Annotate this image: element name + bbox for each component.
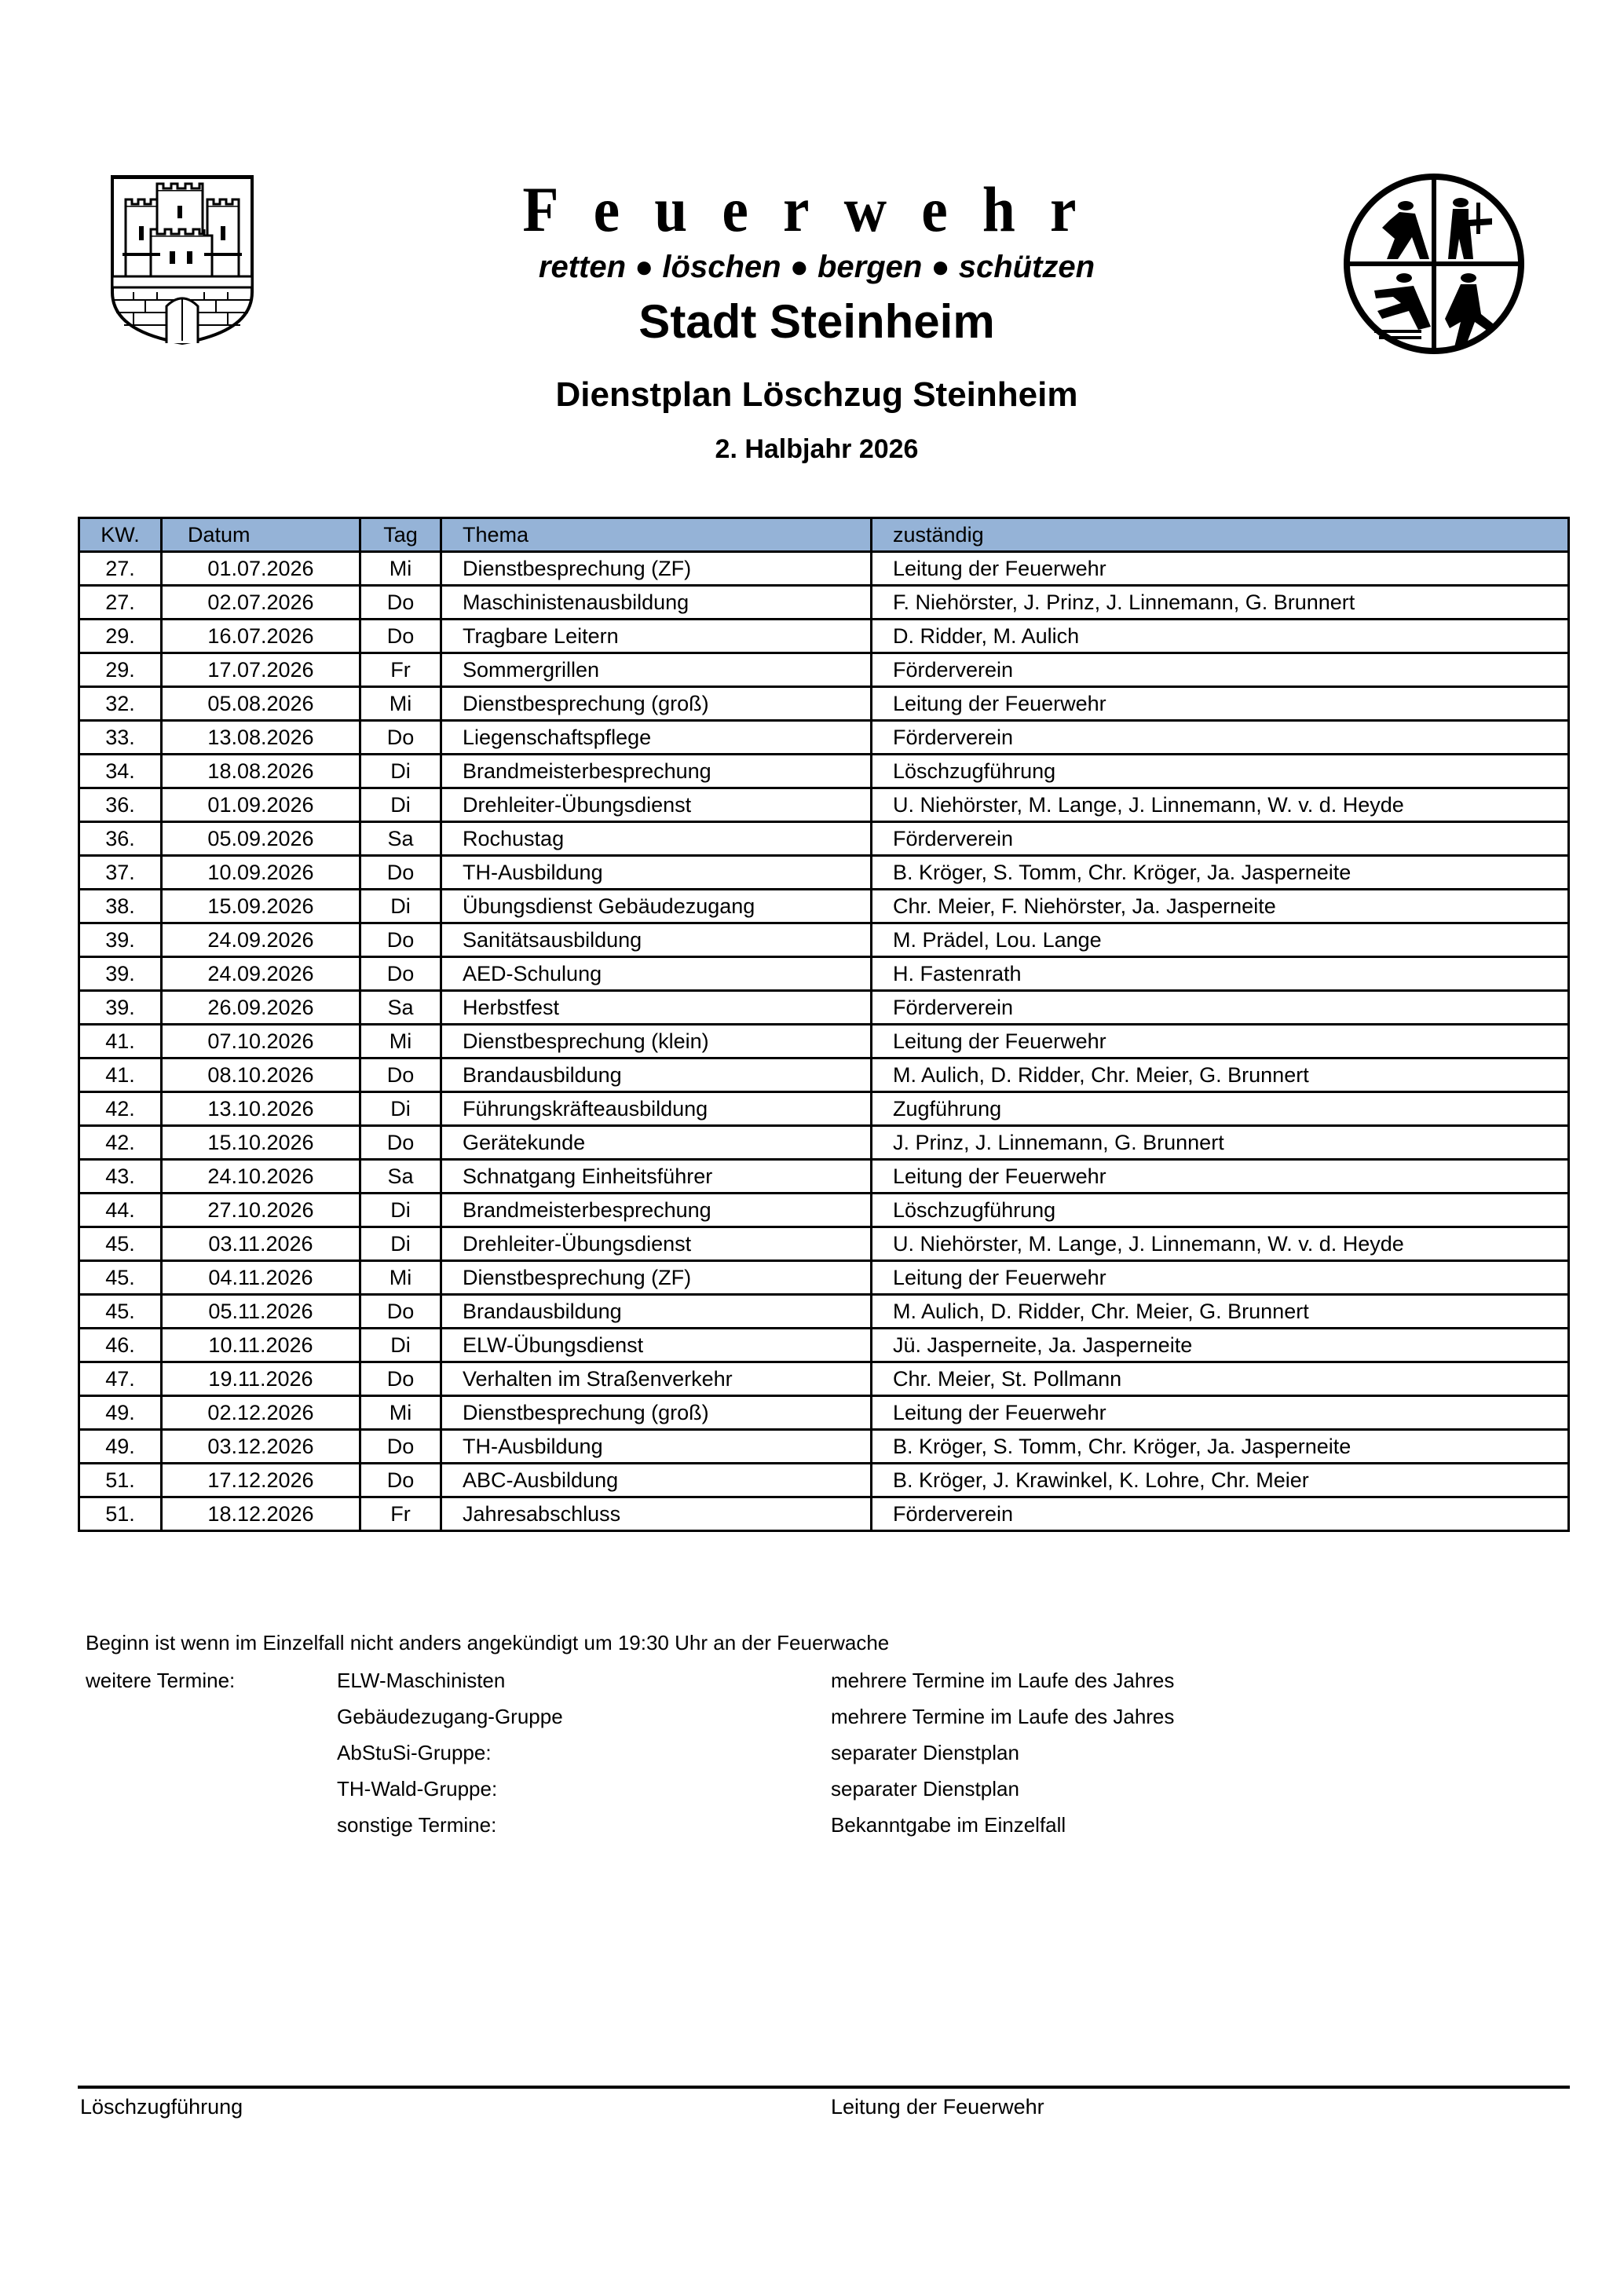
- cell-kw: 47.: [79, 1362, 162, 1396]
- table-row: [79, 620, 1569, 653]
- cell-datum: 24.09.2026: [162, 957, 360, 991]
- cell-thema: Dienstbesprechung (ZF): [441, 552, 872, 586]
- table-row: [79, 788, 1569, 822]
- column-header-zustaendig: zuständig: [872, 518, 1569, 552]
- table-row: [79, 1464, 1569, 1497]
- signature-label-right: Leitung der Feuerwehr: [831, 2095, 1044, 2119]
- cell-datum: 17.07.2026: [162, 653, 360, 687]
- cell-zustaendig: J. Prinz, J. Linnemann, G. Brunnert: [872, 1126, 1569, 1160]
- table-row: [79, 822, 1569, 856]
- brigade-tagline: retten ● löschen ● bergen ● schützen: [538, 250, 1095, 284]
- table-row: [79, 1160, 1569, 1194]
- cell-zustaendig: Löschzugführung: [872, 1194, 1569, 1227]
- table-row: [79, 923, 1569, 957]
- cell-kw: 46.: [79, 1329, 162, 1362]
- cell-tag: Do: [360, 957, 441, 991]
- city-name: Stadt Steinheim: [638, 295, 995, 348]
- table-row: [79, 1295, 1569, 1329]
- cell-kw: 38.: [79, 890, 162, 923]
- cell-datum: 18.12.2026: [162, 1497, 360, 1531]
- cell-kw: 39.: [79, 923, 162, 957]
- cell-tag: Do: [360, 721, 441, 755]
- cell-thema: Verhalten im Straßenverkehr: [441, 1362, 872, 1396]
- cell-kw: 27.: [79, 586, 162, 620]
- cell-kw: 36.: [79, 788, 162, 822]
- cell-tag: Do: [360, 1430, 441, 1464]
- cell-zustaendig: Leitung der Feuerwehr: [872, 1261, 1569, 1295]
- list-item: [86, 1776, 1499, 1812]
- cell-zustaendig: Leitung der Feuerwehr: [872, 552, 1569, 586]
- cell-datum: 08.10.2026: [162, 1058, 360, 1092]
- column-header-kw: KW.: [79, 518, 162, 552]
- cell-tag: Sa: [360, 822, 441, 856]
- further-appointments: [86, 1668, 1499, 1848]
- cell-tag: Di: [360, 1092, 441, 1126]
- list-item: [86, 1740, 1499, 1776]
- cell-datum: 24.09.2026: [162, 923, 360, 957]
- cell-datum: 01.09.2026: [162, 788, 360, 822]
- cell-thema: Brandmeisterbesprechung: [441, 755, 872, 788]
- cell-tag: Fr: [360, 653, 441, 687]
- signature-label-left: Löschzugführung: [80, 2095, 243, 2119]
- cell-tag: Di: [360, 788, 441, 822]
- group-info: separater Dienstplan: [831, 1741, 1019, 1764]
- table-row: [79, 653, 1569, 687]
- cell-zustaendig: Löschzugführung: [872, 755, 1569, 788]
- cell-thema: TH-Ausbildung: [441, 1430, 872, 1464]
- group-name: Gebäudezugang-Gruppe: [337, 1705, 563, 1728]
- cell-tag: Do: [360, 1295, 441, 1329]
- cell-thema: Sommergrillen: [441, 653, 872, 687]
- table-row: [79, 1362, 1569, 1396]
- cell-datum: 10.09.2026: [162, 856, 360, 890]
- cell-zustaendig: B. Kröger, J. Krawinkel, K. Lohre, Chr. Meier: [872, 1464, 1569, 1497]
- group-name: sonstige Termine:: [337, 1813, 497, 1837]
- cell-datum: 02.12.2026: [162, 1396, 360, 1430]
- cell-zustaendig: F. Niehörster, J. Prinz, J. Linnemann, G. Brunnert: [872, 586, 1569, 620]
- cell-datum: 02.07.2026: [162, 586, 360, 620]
- table-row: [79, 1396, 1569, 1430]
- group-name: TH-Wald-Gruppe:: [337, 1777, 498, 1801]
- cell-thema: Liegenschaftspflege: [441, 721, 872, 755]
- cell-thema: Brandmeisterbesprechung: [441, 1194, 872, 1227]
- cell-kw: 42.: [79, 1092, 162, 1126]
- cell-tag: Mi: [360, 1396, 441, 1430]
- table-row: [79, 991, 1569, 1025]
- cell-zustaendig: Leitung der Feuerwehr: [872, 1160, 1569, 1194]
- cell-tag: Do: [360, 1126, 441, 1160]
- cell-thema: Führungskräfteausbildung: [441, 1092, 872, 1126]
- cell-zustaendig: Chr. Meier, F. Niehörster, Ja. Jasperneite: [872, 890, 1569, 923]
- cell-zustaendig: H. Fastenrath: [872, 957, 1569, 991]
- table-row: [79, 1261, 1569, 1295]
- cell-tag: Mi: [360, 687, 441, 721]
- cell-zustaendig: Förderverein: [872, 721, 1569, 755]
- cell-tag: Mi: [360, 552, 441, 586]
- cell-datum: 03.12.2026: [162, 1430, 360, 1464]
- cell-datum: 15.10.2026: [162, 1126, 360, 1160]
- cell-zustaendig: Zugführung: [872, 1092, 1569, 1126]
- signature-line: [78, 2086, 1570, 2089]
- cell-zustaendig: Förderverein: [872, 822, 1569, 856]
- cell-kw: 36.: [79, 822, 162, 856]
- table-row: [79, 721, 1569, 755]
- start-time-note: Beginn ist wenn im Einzelfall nicht anders angekündigt um 19:30 Uhr an der Feuerwache: [86, 1631, 890, 1654]
- cell-thema: Dienstbesprechung (klein): [441, 1025, 872, 1058]
- cell-zustaendig: Förderverein: [872, 1497, 1569, 1531]
- cell-thema: Drehleiter-Übungsdienst: [441, 1227, 872, 1261]
- cell-kw: 34.: [79, 755, 162, 788]
- cell-kw: 49.: [79, 1430, 162, 1464]
- cell-kw: 44.: [79, 1194, 162, 1227]
- table-row: [79, 1430, 1569, 1464]
- cell-kw: 45.: [79, 1227, 162, 1261]
- cell-datum: 07.10.2026: [162, 1025, 360, 1058]
- cell-datum: 15.09.2026: [162, 890, 360, 923]
- table-row: [79, 957, 1569, 991]
- cell-zustaendig: Chr. Meier, St. Pollmann: [872, 1362, 1569, 1396]
- cell-tag: Fr: [360, 1497, 441, 1531]
- column-header-tag: Tag: [360, 518, 441, 552]
- list-item: [86, 1704, 1499, 1740]
- cell-zustaendig: M. Aulich, D. Ridder, Chr. Meier, G. Brunnert: [872, 1295, 1569, 1329]
- table-row: [79, 586, 1569, 620]
- cell-thema: Brandausbildung: [441, 1295, 872, 1329]
- cell-kw: 32.: [79, 687, 162, 721]
- cell-zustaendig: M. Aulich, D. Ridder, Chr. Meier, G. Brunnert: [872, 1058, 1569, 1092]
- cell-datum: 24.10.2026: [162, 1160, 360, 1194]
- cell-tag: Do: [360, 1464, 441, 1497]
- cell-datum: 19.11.2026: [162, 1362, 360, 1396]
- cell-zustaendig: Leitung der Feuerwehr: [872, 1396, 1569, 1430]
- cell-thema: Schnatgang Einheitsführer: [441, 1160, 872, 1194]
- cell-zustaendig: Jü. Jasperneite, Ja. Jasperneite: [872, 1329, 1569, 1362]
- coat-of-arms-icon: [110, 174, 254, 345]
- cell-datum: 13.08.2026: [162, 721, 360, 755]
- cell-tag: Mi: [360, 1025, 441, 1058]
- group-name: ELW-Maschinisten: [337, 1669, 506, 1692]
- cell-zustaendig: Leitung der Feuerwehr: [872, 1025, 1569, 1058]
- cell-kw: 41.: [79, 1025, 162, 1058]
- cell-zustaendig: B. Kröger, S. Tomm, Chr. Kröger, Ja. Jasperneite: [872, 1430, 1569, 1464]
- table-row: [79, 1126, 1569, 1160]
- table-row: [79, 890, 1569, 923]
- group-info: mehrere Termine im Laufe des Jahres: [831, 1669, 1175, 1692]
- cell-datum: 18.08.2026: [162, 755, 360, 788]
- table-row: [79, 1058, 1569, 1092]
- cell-kw: 42.: [79, 1126, 162, 1160]
- cell-datum: 05.09.2026: [162, 822, 360, 856]
- cell-kw: 29.: [79, 653, 162, 687]
- table-row: [79, 1329, 1569, 1362]
- column-header-datum: Datum: [162, 518, 360, 552]
- cell-datum: 27.10.2026: [162, 1194, 360, 1227]
- table-header-row: [79, 518, 1569, 552]
- cell-kw: 39.: [79, 991, 162, 1025]
- cell-zustaendig: B. Kröger, S. Tomm, Chr. Kröger, Ja. Jasperneite: [872, 856, 1569, 890]
- cell-thema: Sanitätsausbildung: [441, 923, 872, 957]
- cell-tag: Di: [360, 755, 441, 788]
- cell-tag: Di: [360, 890, 441, 923]
- cell-tag: Sa: [360, 1160, 441, 1194]
- cell-datum: 01.07.2026: [162, 552, 360, 586]
- cell-kw: 45.: [79, 1295, 162, 1329]
- table-row: [79, 1194, 1569, 1227]
- cell-zustaendig: Förderverein: [872, 653, 1569, 687]
- cell-thema: Rochustag: [441, 822, 872, 856]
- cell-tag: Do: [360, 586, 441, 620]
- cell-zustaendig: U. Niehörster, M. Lange, J. Linnemann, W. v. d. Heyde: [872, 1227, 1569, 1261]
- cell-zustaendig: U. Niehörster, M. Lange, J. Linnemann, W. v. d. Heyde: [872, 788, 1569, 822]
- cell-thema: Dienstbesprechung (ZF): [441, 1261, 872, 1295]
- list-item: [86, 1668, 1499, 1704]
- cell-zustaendig: Leitung der Feuerwehr: [872, 687, 1569, 721]
- cell-kw: 49.: [79, 1396, 162, 1430]
- cell-datum: 17.12.2026: [162, 1464, 360, 1497]
- cell-datum: 26.09.2026: [162, 991, 360, 1025]
- table-row: [79, 1497, 1569, 1531]
- column-header-thema: Thema: [441, 518, 872, 552]
- cell-thema: Brandausbildung: [441, 1058, 872, 1092]
- cell-thema: Dienstbesprechung (groß): [441, 687, 872, 721]
- further-label: weitere Termine:: [86, 1669, 236, 1692]
- cell-thema: Übungsdienst Gebäudezugang: [441, 890, 872, 923]
- group-info: Bekanntgabe im Einzelfall: [831, 1813, 1066, 1837]
- cell-kw: 43.: [79, 1160, 162, 1194]
- cell-tag: Di: [360, 1194, 441, 1227]
- cell-thema: Herbstfest: [441, 991, 872, 1025]
- cell-kw: 39.: [79, 957, 162, 991]
- cell-tag: Di: [360, 1329, 441, 1362]
- group-info: separater Dienstplan: [831, 1777, 1019, 1801]
- cell-thema: Tragbare Leitern: [441, 620, 872, 653]
- cell-datum: 04.11.2026: [162, 1261, 360, 1295]
- list-item: [86, 1812, 1499, 1848]
- cell-tag: Do: [360, 620, 441, 653]
- cell-tag: Di: [360, 1227, 441, 1261]
- group-name: AbStuSi-Gruppe:: [337, 1741, 492, 1764]
- cell-thema: ELW-Übungsdienst: [441, 1329, 872, 1362]
- brigade-title: Feuerwehr: [522, 174, 1111, 245]
- table-row: [79, 755, 1569, 788]
- cell-thema: TH-Ausbildung: [441, 856, 872, 890]
- table-row: [79, 687, 1569, 721]
- cell-kw: 51.: [79, 1497, 162, 1531]
- cell-thema: Gerätekunde: [441, 1126, 872, 1160]
- cell-kw: 41.: [79, 1058, 162, 1092]
- cell-thema: Drehleiter-Übungsdienst: [441, 788, 872, 822]
- table-row: [79, 1025, 1569, 1058]
- table-row: [79, 1092, 1569, 1126]
- cell-datum: 10.11.2026: [162, 1329, 360, 1362]
- cell-datum: 05.11.2026: [162, 1295, 360, 1329]
- cell-zustaendig: M. Prädel, Lou. Lange: [872, 923, 1569, 957]
- cell-thema: Maschinistenausbildung: [441, 586, 872, 620]
- cell-tag: Do: [360, 923, 441, 957]
- schedule-table: [78, 517, 1570, 1532]
- cell-kw: 27.: [79, 552, 162, 586]
- cell-thema: Dienstbesprechung (groß): [441, 1396, 872, 1430]
- cell-datum: 13.10.2026: [162, 1092, 360, 1126]
- table-row: [79, 1227, 1569, 1261]
- cell-datum: 05.08.2026: [162, 687, 360, 721]
- document-subtitle: 2. Halbjahr 2026: [715, 434, 919, 464]
- cell-kw: 29.: [79, 620, 162, 653]
- cell-kw: 33.: [79, 721, 162, 755]
- cell-zustaendig: D. Ridder, M. Aulich: [872, 620, 1569, 653]
- cell-thema: ABC-Ausbildung: [441, 1464, 872, 1497]
- cell-datum: 16.07.2026: [162, 620, 360, 653]
- cell-tag: Do: [360, 1058, 441, 1092]
- cell-kw: 37.: [79, 856, 162, 890]
- cell-kw: 51.: [79, 1464, 162, 1497]
- cell-tag: Do: [360, 1362, 441, 1396]
- cell-tag: Do: [360, 856, 441, 890]
- group-info: mehrere Termine im Laufe des Jahres: [831, 1705, 1175, 1728]
- table-row: [79, 552, 1569, 586]
- document-title: Dienstplan Löschzug Steinheim: [555, 375, 1078, 414]
- cell-tag: Sa: [360, 991, 441, 1025]
- cell-zustaendig: Förderverein: [872, 991, 1569, 1025]
- cell-datum: 03.11.2026: [162, 1227, 360, 1261]
- table-row: [79, 856, 1569, 890]
- cell-thema: Jahresabschluss: [441, 1497, 872, 1531]
- cell-kw: 45.: [79, 1261, 162, 1295]
- fire-brigade-emblem-icon: [1343, 173, 1525, 355]
- cell-thema: AED-Schulung: [441, 957, 872, 991]
- cell-tag: Mi: [360, 1261, 441, 1295]
